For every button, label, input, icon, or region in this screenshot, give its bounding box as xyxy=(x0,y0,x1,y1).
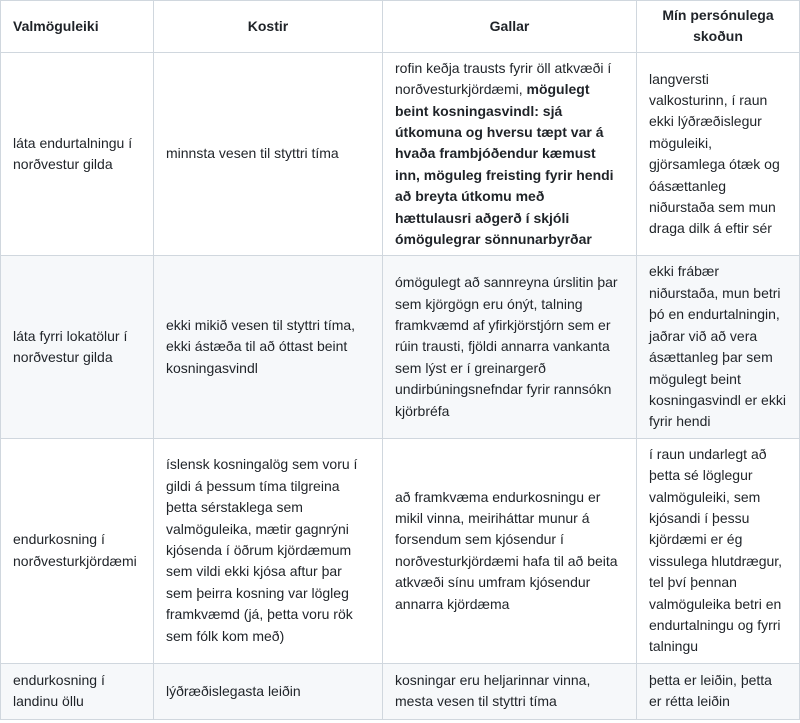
header-row xyxy=(1,1,800,53)
cons-text: rofin keðja trausts fyrir öll atkvæði í norðvesturkjördæmi, xyxy=(395,59,612,98)
cons-emphasis: mögulegt beint kosningasvindl: sjá útkomuna og hversu tæpt var á hvaða frambjóðendur kæmust inn, möguleg freisting fyrir hendi að breyta útkomu með hættulausri aðgerð í skjóli ómögulegrar sönnunarbyrðar xyxy=(395,81,614,248)
table-row xyxy=(1,52,800,256)
cell-pros: íslensk kosningalög sem voru í gildi á þessum tíma tilgreina þetta sérstaklega sem valmöguleika, mætir gagnrýni kjósenda í öðrum kjördæmum sem vildi ekki kjósa aftur þar sem þeirra kosning var lögleg framkvæmd (já, þetta voru rök sem fólk kom með) xyxy=(154,438,383,663)
cell-option: endurkosning í norðvesturkjördæmi xyxy=(1,438,154,663)
table-row xyxy=(1,256,800,438)
cell-option: láta fyrri lokatölur í norðvestur gilda xyxy=(1,256,154,438)
cell-cons: ómögulegt að sannreyna úrslitin þar sem kjörgögn eru ónýt, talning framkvæmd af yfirkjörstjórn sem er rúin trausti, fjöldi annarra vankanta sem lýst er í greinargerð undirbúningsnefndar fyrir rannsókn kjörbréfa xyxy=(383,256,637,438)
cell-option: láta endurtalningu í norðvestur gilda xyxy=(1,52,154,256)
header-opinion: Mín persónulega skoðun xyxy=(637,1,800,53)
header-pros: Kostir xyxy=(154,1,383,53)
cell-cons: kosningar eru heljarinnar vinna, mesta vesen til styttri tíma xyxy=(383,663,637,719)
cell-cons xyxy=(383,52,637,256)
cell-cons: að framkvæma endurkosningu er mikil vinna, meiriháttar munur á forsendum sem kjósendur í norðvesturkjördæmi hafa til að beita atkvæði sínu umfram kjósendur annarra kjördæma xyxy=(383,438,637,663)
cell-opinion: langversti valkosturinn, í raun ekki lýðræðislegur möguleiki, gjörsamlega ótæk og óásættanleg niðurstaða sem mun draga dilk á eftir sér xyxy=(637,52,800,256)
header-option: Valmöguleiki xyxy=(1,1,154,53)
cell-pros: lýðræðislegasta leiðin xyxy=(154,663,383,719)
table-row xyxy=(1,438,800,663)
cell-pros: minnsta vesen til styttri tíma xyxy=(154,52,383,256)
table-header xyxy=(1,1,800,53)
table-body xyxy=(1,52,800,719)
cell-opinion: ekki frábær niðurstaða, mun betri þó en endurtalningin, jaðrar við að vera ásættanleg þar sem mögulegt beint kosningasvindl er ekki fyrir hendi xyxy=(637,256,800,438)
header-cons: Gallar xyxy=(383,1,637,53)
table-row xyxy=(1,663,800,719)
cell-option: endurkosning í landinu öllu xyxy=(1,663,154,719)
cell-opinion: í raun undarlegt að þetta sé löglegur valmöguleiki, sem kjósandi í þessu kjördæmi er ég vissulega hlutdrægur, tel því þennan valmöguleika betri en endurtalningu og fyrri talningu xyxy=(637,438,800,663)
cell-opinion: þetta er leiðin, þetta er rétta leiðin xyxy=(637,663,800,719)
cell-pros: ekki mikið vesen til styttri tíma, ekki ástæða til að óttast beint kosningasvindl xyxy=(154,256,383,438)
